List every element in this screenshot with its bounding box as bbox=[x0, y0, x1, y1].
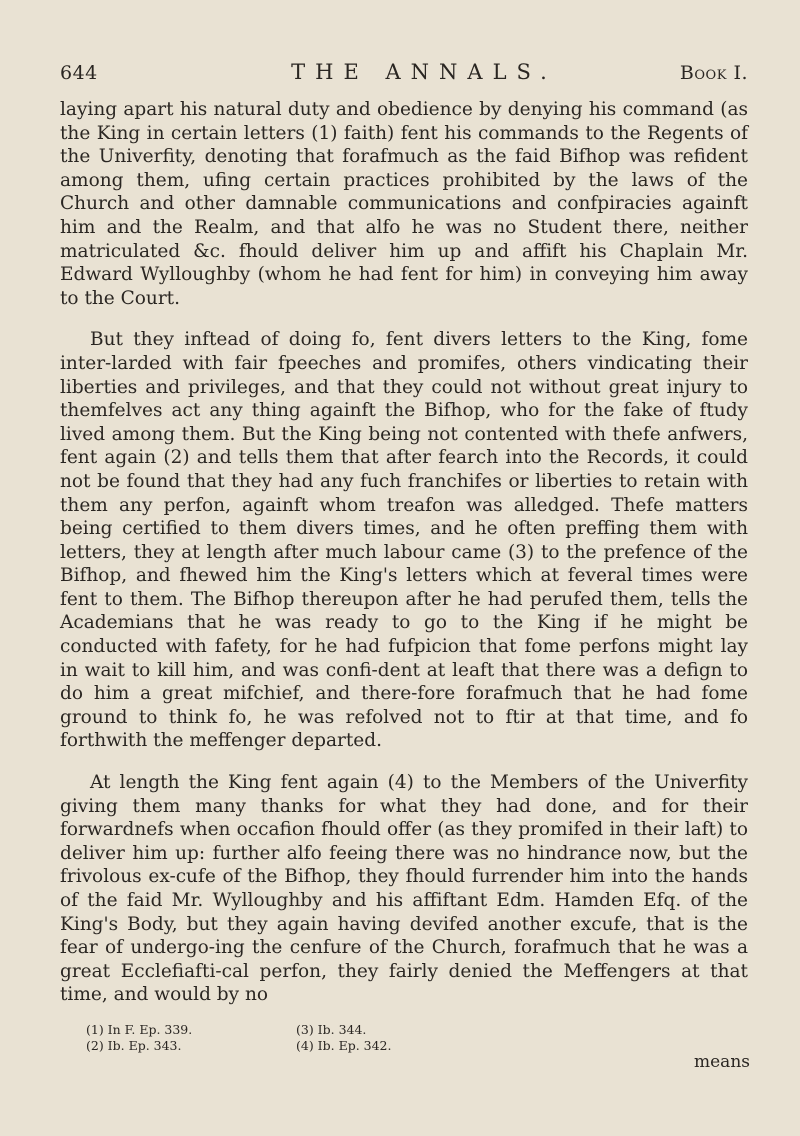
footnote-1: (1) In F. Ep. 339. bbox=[86, 1022, 193, 1037]
page-number: 644 bbox=[60, 62, 98, 84]
footnote-3: (3) Ib. 344. bbox=[296, 1022, 367, 1037]
body-text bbox=[60, 98, 748, 1025]
book-label: Book I. bbox=[679, 62, 748, 84]
paragraph-1: laying apart his natural duty and obedience by denying his command (as the King in certain letters (1) faith) fent his commands to the Regents of the Univerfity, denoting that forafmuch as the faid Bifhop was refident among them, ufing certain practices prohibited by the laws of the Church and other damnable communications and confpiracies againft him and the Realm, and that alfo he was no Student there, neither matriculated &c. fhould deliver him up and affift his Chaplain Mr. Edward Wylloughby (whom he had fent for him) in conveying him away to the Court. bbox=[60, 99, 748, 309]
footnotes-left-column bbox=[86, 1022, 192, 1054]
catchword: means bbox=[694, 1052, 750, 1072]
footnotes-right-column bbox=[296, 1022, 391, 1054]
page-header bbox=[60, 60, 748, 88]
paragraph-3: At length the King fent again (4) to the Members of the Univerfity giving them many thanks for what they had done, and for their forwardnefs when occafion fhould offer (as they promifed in their laft) to deliver him up: further alfo feeing there was no hindrance now, but the frivolous ex-cufe of the Bifhop, they fhould furrender him into the hands of the faid Mr. Wylloughby and his affiftant Edm. Hamden Efq. of the King's Body, but they again having devifed another excufe, that is the fear of undergo-ing the cenfure of the Church, forafmuch that he was a great Ecclefiafti-cal perfon, they fairly denied the Meffengers at that time, and would by no bbox=[60, 772, 748, 1006]
running-title: THE ANNALS. bbox=[291, 60, 557, 84]
footnote-2: (2) Ib. Ep. 343. bbox=[86, 1038, 182, 1053]
paragraph-2: But they inftead of doing fo, fent divers letters to the King, fome inter-larded with fair fpeeches and promifes, others vindicating their liberties and privileges, and that they could not without great injury to themfelves act any thing againft the Bifhop, who for the fake of ftudy lived among them. But the King being not contented with thefe anfwers, fent again (2) and tells them that after fearch into the Records, it could not be found that they had any fuch franchifes or liberties to retain with them any perfon, againft whom treafon was alledged. Thefe matters being certified to them divers times, and he often preffing them with letters, they at length after much labour came (3) to the prefence of the Bifhop, and fhewed him the King's letters which at feveral times were fent to them. The Bifhop thereupon after he had perufed them, tells the Academians that he was ready to go to the King if he might be conducted with fafety, for he had fufpicion that fome perfons might lay in wait to kill him, and was confi-dent at leaft that there was a defign to do him a great mifchief, and there-fore forafmuch that he had fome ground to think fo, he was refolved not to ftir at that time, and fo forthwith the meffenger departed. bbox=[60, 329, 748, 752]
footnote-4: (4) Ib. Ep. 342. bbox=[296, 1038, 392, 1053]
